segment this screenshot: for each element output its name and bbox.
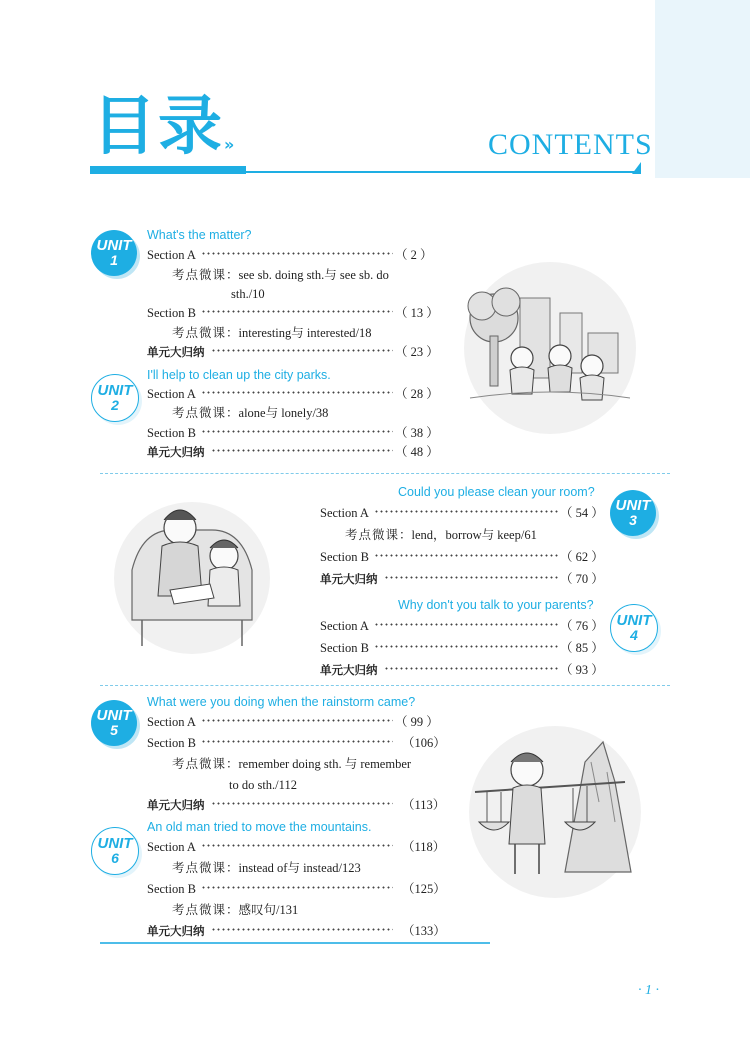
toc-note[interactable]: 考点微课：see sb. doing sth.与 see sb. do	[172, 268, 389, 282]
toc-entry[interactable]: 单元大归纳 （113）	[147, 798, 446, 812]
toc-note-cont: to do sth./112	[229, 778, 297, 792]
section-divider	[100, 685, 670, 686]
page-title-en: CONTENTS	[488, 128, 653, 161]
toc-entry[interactable]: Section A （ 2 ）	[147, 248, 433, 262]
title-underline	[246, 171, 638, 173]
toc-entry[interactable]: Section B （ 85 ）	[320, 641, 604, 655]
toc-entry[interactable]: Section A （ 28 ）	[147, 387, 439, 401]
toc-entry[interactable]: Section A （118）	[147, 840, 446, 854]
toc-entry[interactable]: 单元大归纳 （ 70 ）	[320, 572, 604, 586]
old-man-mountain-illustration	[465, 722, 645, 902]
toc-entry[interactable]: 单元大归纳 （ 93 ）	[320, 663, 604, 677]
park-cleaning-illustration	[460, 258, 640, 438]
toc-entry[interactable]: 单元大归纳 （ 23 ）	[147, 345, 439, 359]
unit-2-badge: UNIT 2	[91, 374, 139, 422]
page-title-cn: 目录	[92, 90, 224, 164]
toc-entry[interactable]: Section A （ 76 ）	[320, 619, 604, 633]
unit-1-title[interactable]: What's the matter?	[147, 228, 252, 242]
mother-child-reading-illustration	[112, 490, 272, 655]
unit-2-title[interactable]: I'll help to clean up the city parks.	[147, 368, 331, 382]
toc-entry[interactable]: Section A （ 54 ）	[320, 506, 604, 520]
toc-entry[interactable]: 单元大归纳 （ 48 ）	[147, 445, 439, 459]
unit-3-badge: UNIT 3	[610, 490, 656, 536]
unit-6-title[interactable]: An old man tried to move the mountains.	[147, 820, 372, 834]
unit-4-badge: UNIT 4	[610, 604, 658, 652]
unit-3-title[interactable]: Could you please clean your room?	[398, 485, 595, 499]
toc-note[interactable]: 考点微课：感叹句/131	[172, 903, 299, 917]
toc-entry[interactable]: 单元大归纳 （133）	[147, 924, 446, 938]
toc-entry[interactable]: Section B （ 13 ）	[147, 306, 439, 320]
toc-entry[interactable]: Section B （106）	[147, 736, 446, 750]
title-underline-bar	[90, 166, 246, 174]
toc-note[interactable]: 考点微课：lend，borrow与 keep/61	[345, 528, 537, 542]
unit-1-badge: UNIT 1	[91, 230, 137, 276]
toc-note[interactable]: 考点微课：interesting与 interested/18	[172, 326, 372, 340]
corner-decoration	[655, 0, 750, 178]
toc-note[interactable]: 考点微课：instead of与 instead/123	[172, 861, 361, 875]
toc-note[interactable]: 考点微课：remember doing sth. 与 remember	[172, 757, 412, 771]
unit-6-badge: UNIT 6	[91, 827, 139, 875]
section-divider	[100, 473, 670, 474]
page-number: · 1 ·	[638, 983, 659, 998]
title-underline-triangle	[632, 162, 641, 174]
toc-entry[interactable]: Section A （ 99 ）	[147, 715, 439, 729]
toc-entry[interactable]: Section B （ 38 ）	[147, 426, 439, 440]
bottom-divider	[100, 942, 490, 944]
double-chevron-icon: »	[224, 135, 235, 154]
unit-4-title[interactable]: Why don't you talk to your parents?	[398, 598, 594, 612]
toc-entry[interactable]: Section B （125）	[147, 882, 446, 896]
unit-5-badge: UNIT 5	[91, 700, 137, 746]
toc-note[interactable]: 考点微课：alone与 lonely/38	[172, 406, 329, 420]
toc-entry[interactable]: Section B （ 62 ）	[320, 550, 604, 564]
unit-5-title[interactable]: What were you doing when the rainstorm came?	[147, 695, 416, 709]
toc-note-cont: sth./10	[231, 287, 265, 301]
